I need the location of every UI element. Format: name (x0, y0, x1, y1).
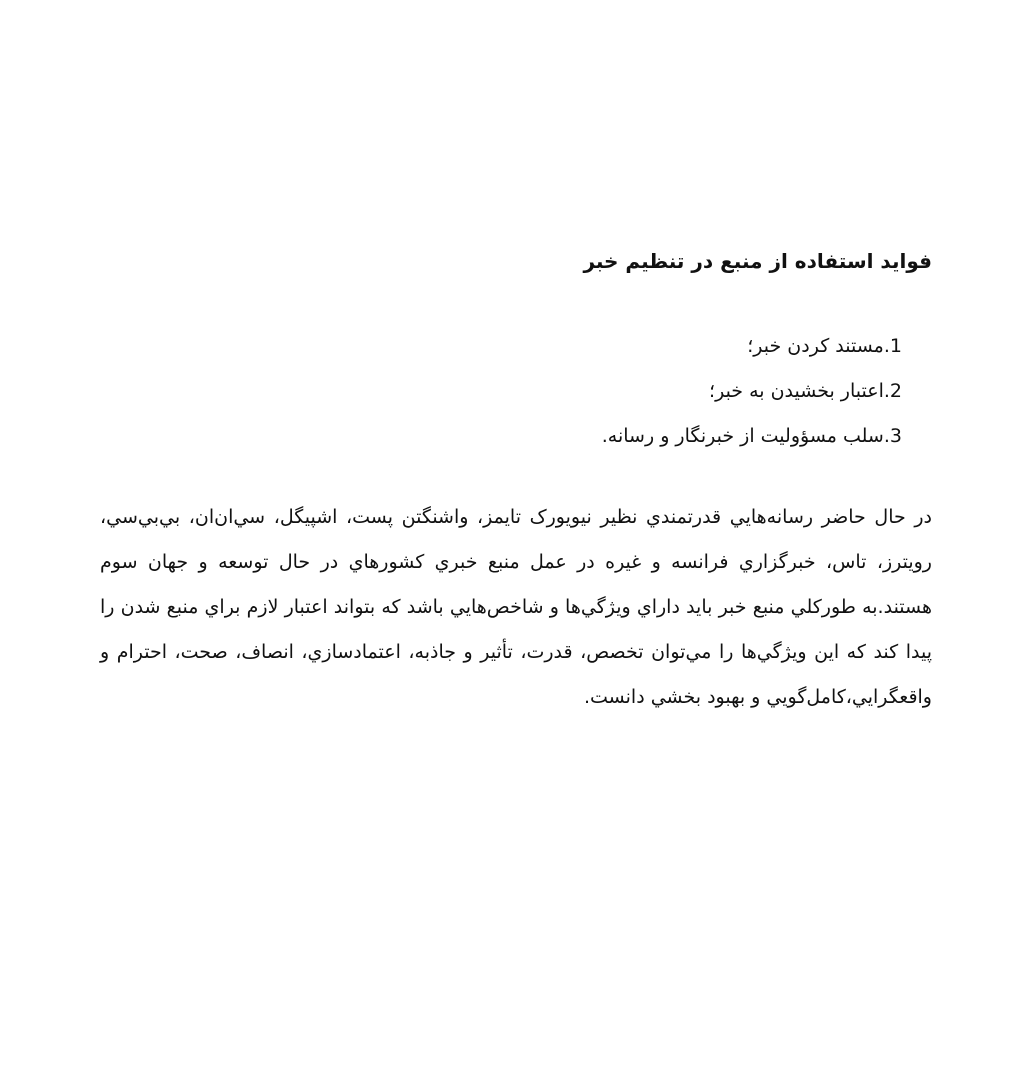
list-item-number: 2. (883, 380, 902, 402)
document-content (100, 244, 932, 720)
list-item-number: 3. (883, 425, 902, 447)
list-item-text: اعتبار بخشيدن به خبر؛ (709, 380, 884, 402)
body-paragraph: در حال حاضر رسانه‌هايي قدرتمندي نظير نيويورک تايمز، واشنگتن پست، اشپيگل، سي‌ان‌ان، بي‌بي‌سي، رويترز، تاس، خبرگزاري فرانسه و غيره در عمل منبع خبري کشورهاي در حال توسعه و جهان سوم هستند.به طورکلي منبع خبر بايد داراي ويژگي‌ها و شاخص‌هايي باشد که بتواند اعتبار لازم براي منبع شدن را پيدا کند که اين ويژگي‌ها را مي‌توان تخصص، قدرت، تأثير و جاذبه، اعتمادسازي، انصاف، صحت، احترام و واقعگرايي،کامل‌گويي و بهبود بخشي دانست. (100, 506, 932, 708)
list-item (100, 324, 902, 369)
benefits-list (100, 324, 932, 459)
list-item-text: سلب مسؤوليت از خبرنگار و رسانه. (601, 425, 884, 447)
list-item (100, 369, 902, 414)
list-item-number: 1. (883, 335, 902, 357)
list-item (100, 414, 902, 459)
section-heading: فوايد استفاده از منبع در تنظيم خبر (583, 249, 932, 273)
list-item-text: مستند کردن خبر؛ (747, 335, 884, 357)
